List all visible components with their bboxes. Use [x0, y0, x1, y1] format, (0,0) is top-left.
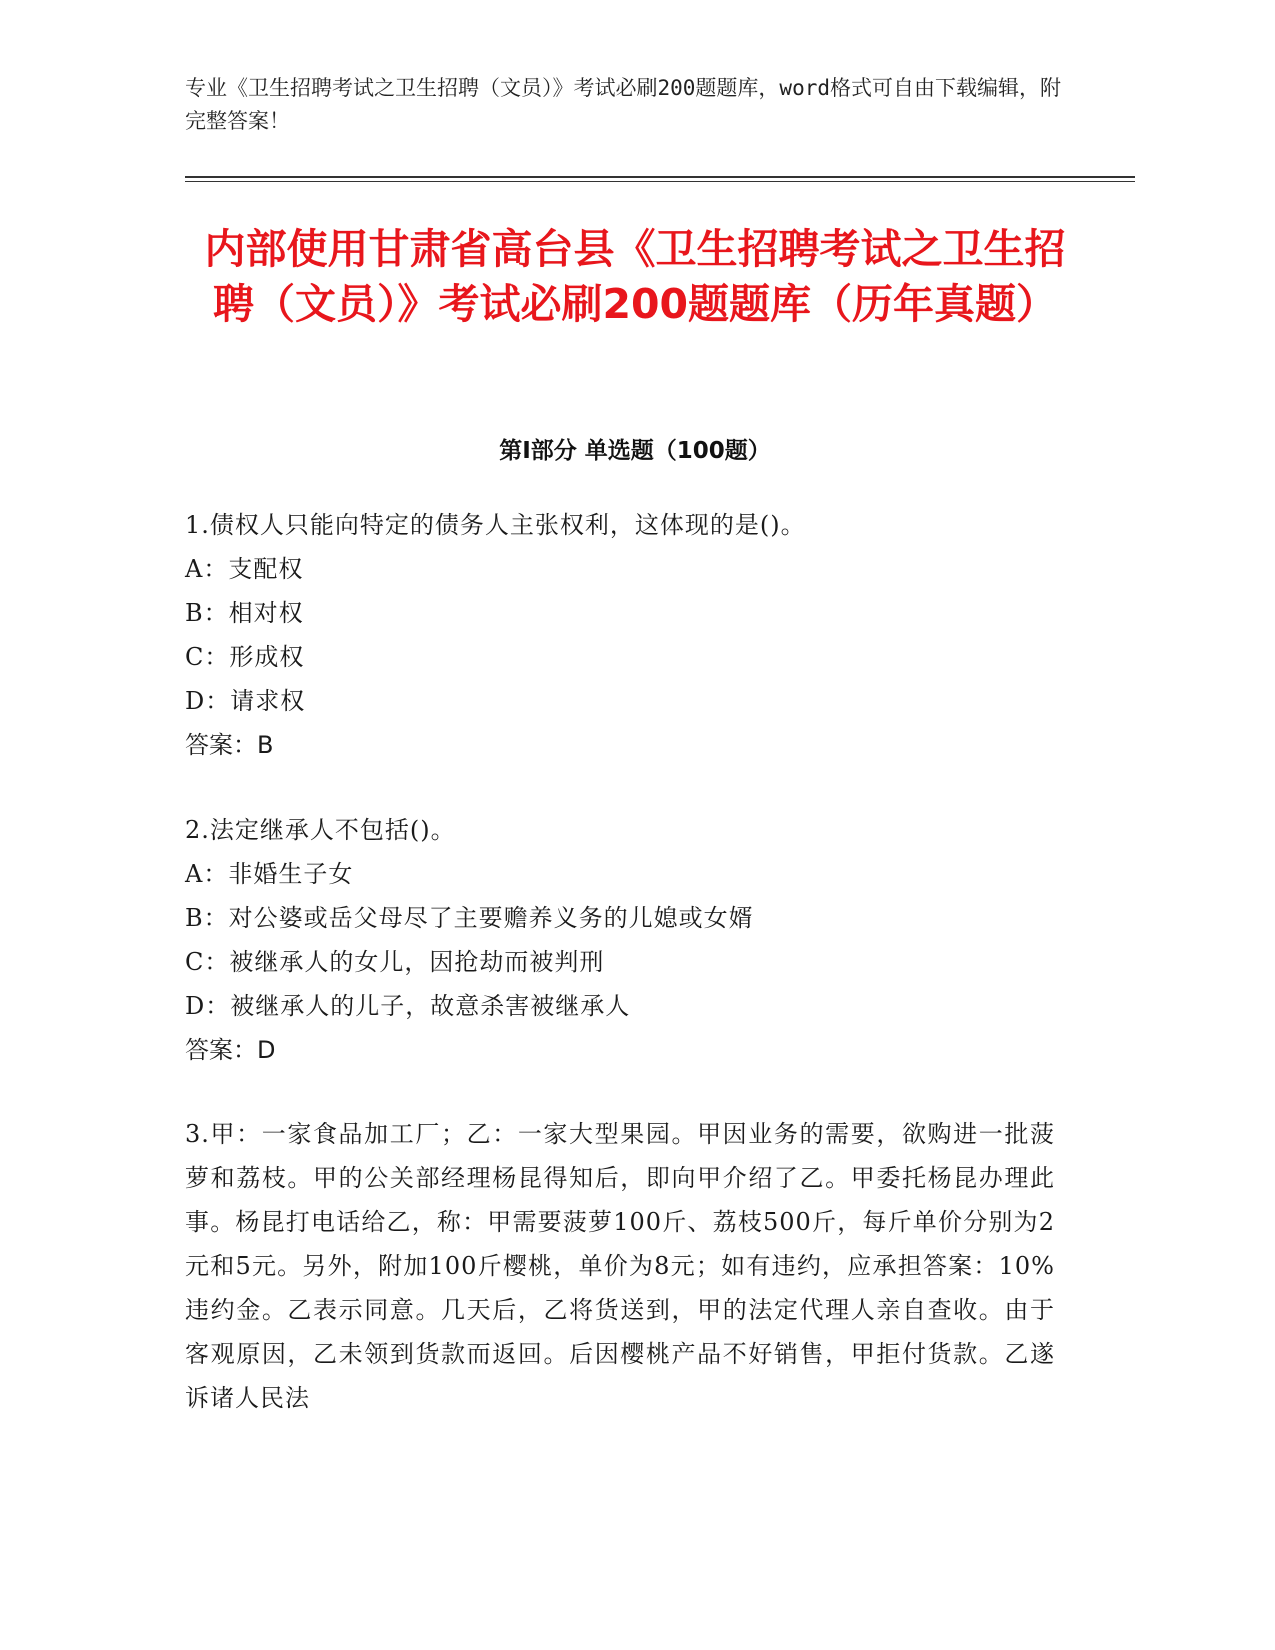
option-b: B：对公婆或岳父母尽了主要赡养义务的儿媳或女婿 [185, 904, 754, 932]
header-rule-thick [185, 176, 1135, 178]
option-a: A：非婚生子女 [185, 860, 354, 888]
option-a: A：支配权 [185, 555, 304, 583]
document-title: 内部使用甘肃省高台县《卫生招聘考试之卫生招聘（文员）》考试必刷200题题库（历年真题） [204, 225, 1066, 328]
option-c: C：被继承人的女儿，因抢劫而被判刑 [185, 948, 605, 976]
answer: 答案：B [185, 731, 274, 759]
question-1 [185, 503, 1065, 767]
section-heading: 第Ⅰ部分 单选题（100题） [499, 438, 771, 464]
question-stem: 2.法定继承人不包括()。 [185, 816, 456, 844]
option-d: D：被继承人的儿子，故意杀害被继承人 [185, 992, 631, 1020]
question-3-stem: 3.甲：一家食品加工厂；乙：一家大型果园。甲因业务的需要，欲购进一批菠萝和荔枝。甲的公关部经理杨昆得知后，即向甲介绍了乙。甲委托杨昆办理此事。杨昆打电话给乙，称：甲需要菠萝100斤、荔枝500斤，每斤单价分别为2元和5元。另外，附加100斤樱桃，单价为8元；如有违约，应承担答案：10%违约金。乙表示同意。几天后，乙将货送到，甲的法定代理人亲自查收。由于客观原因，乙未领到货款而返回。后因樱桃产品不好销售，甲拒付货款。乙遂诉诸人民法 [185, 1120, 1055, 1412]
option-d: D：请求权 [185, 687, 306, 715]
answer: 答案：D [185, 1036, 276, 1064]
option-c: C：形成权 [185, 643, 305, 671]
document-header: 专业《卫生招聘考试之卫生招聘（文员）》考试必刷200题题库，word格式可自由下载编辑，附完整答案！ [185, 76, 1061, 133]
question-2 [185, 808, 1065, 1072]
question-stem: 1.债权人只能向特定的债务人主张权利，这体现的是()。 [185, 511, 806, 539]
option-b: B：相对权 [185, 599, 304, 627]
header-rule-thin [185, 181, 1135, 182]
